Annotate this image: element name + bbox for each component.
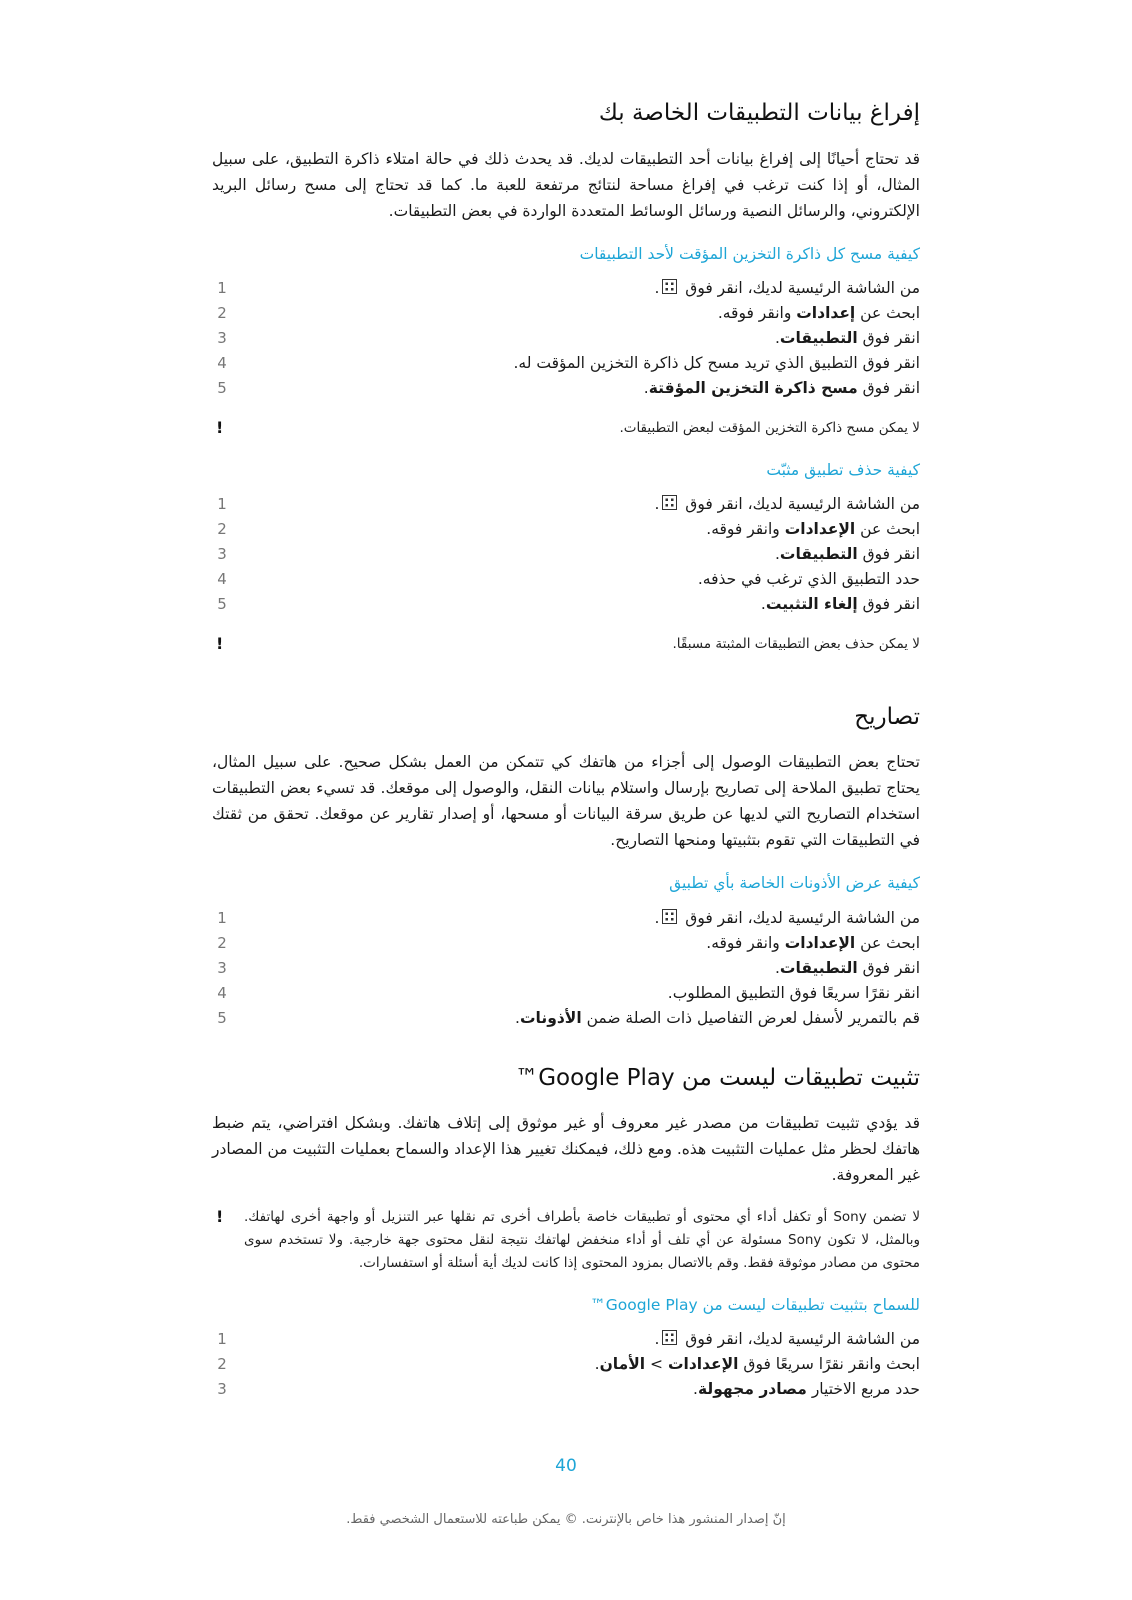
step-number: 3 — [217, 958, 227, 977]
step-text: انقر نقرًا سريعًا فوق التطبيق المطلوب. — [667, 983, 920, 1002]
note-text: لا يمكن مسح ذاكرة التخزين المؤقت لبعض التطبيقات. — [619, 419, 920, 436]
apps-grid-icon — [662, 1330, 677, 1345]
step-item — [212, 956, 920, 981]
step-text: قم بالتمرير لأسفل لعرض التفاصيل ذات الصلة ضمن الأذونات. — [515, 1008, 920, 1027]
step-item — [212, 592, 920, 617]
step-text: انقر فوق التطبيقات. — [774, 544, 920, 563]
subhead-delete-app: كيفية حذف تطبيق مثبّت — [766, 460, 920, 479]
step-number: 2 — [217, 933, 227, 952]
step-keyword: إلغاء التثبيت — [765, 594, 858, 613]
subhead-clear-cache: كيفية مسح كل ذاكرة التخزين المؤقت لأحد التطبيقات — [579, 244, 920, 263]
step-keyword: التطبيقات — [779, 544, 858, 563]
exclamation-icon: ! — [216, 1207, 224, 1227]
step-keyword: مصادر مجهولة — [697, 1380, 807, 1399]
step-keyword: التطبيقات — [779, 958, 858, 977]
step-text: انقر فوق التطبيقات. — [774, 328, 920, 347]
apps-grid-icon — [662, 909, 677, 924]
step-number: 2 — [217, 303, 227, 322]
step-item — [212, 517, 920, 542]
exclamation-icon: ! — [216, 417, 224, 437]
step-keyword: مسح ذاكرة التخزين المؤقتة — [648, 378, 858, 397]
page-number: 40 — [555, 1456, 577, 1476]
step-text: انقر فوق التطبيق الذي تريد مسح كل ذاكرة التخزين المؤقت له. — [513, 353, 920, 372]
footer-note: إنّ إصدار المنشور هذا خاص بالإنترنت. © يمكن طباعته للاستعمال الشخصي فقط. — [346, 1512, 786, 1527]
note-delete-app — [212, 633, 920, 656]
manual-page — [212, 100, 920, 1418]
steps-clear-cache — [212, 276, 920, 401]
step-item — [212, 1006, 920, 1031]
step-text: ابحث وانقر نقرًا سريعًا فوق الإعدادات > الأمان. — [594, 1355, 920, 1374]
step-text: حدد مربع الاختيار مصادر مجهولة. — [693, 1380, 920, 1399]
step-number: 2 — [217, 519, 227, 538]
step-item — [212, 376, 920, 401]
step-text: ابحث عن الإعدادات وانقر فوقه. — [706, 933, 920, 952]
step-item — [212, 326, 920, 351]
step-number: 3 — [217, 328, 227, 347]
section-title-clear-data: إفراغ بيانات التطبيقات الخاصة بك — [598, 100, 920, 126]
step-number: 5 — [217, 1008, 227, 1027]
step-keyword: الإعدادات — [784, 933, 856, 952]
step-item — [212, 351, 920, 376]
step-text: انقر فوق التطبيقات. — [774, 958, 920, 977]
step-text: من الشاشة الرئيسية لديك، انقر فوق . — [654, 908, 920, 927]
step-item — [212, 1352, 920, 1377]
step-text: من الشاشة الرئيسية لديك، انقر فوق . — [654, 278, 920, 297]
section-title-install: تثبيت تطبيقات ليست من Google Play™ — [515, 1064, 920, 1091]
exclamation-icon: ! — [216, 633, 224, 653]
step-number: 5 — [217, 378, 227, 397]
step-item — [212, 1377, 920, 1402]
step-text: ابحث عن الإعدادات وانقر فوقه. — [706, 519, 920, 538]
step-keyword: الأمان — [599, 1355, 646, 1374]
step-item — [212, 931, 920, 956]
step-keyword: إعدادات — [796, 303, 856, 322]
section-body-permissions: تحتاج بعض التطبيقات الوصول إلى أجزاء من هاتفك كي تتمكن من العمل بشكل صحيح. على سبيل المثال، يحتاج تطبيق الملاحة إلى تصاريح بإرسال واستلام بيانات النقل، والوصول إلى موقعك. قد تسيء بعض التطبيقات استخدام التصاريح التي لديها عن طريق سرقة البيانات أو مسحها، أو إصدار تقارير عن موقعك. تحقق من ثقتك في التطبيقات التي تقوم بتثبيتها ومنحها التصاريح. — [212, 753, 920, 850]
step-keyword: التطبيقات — [779, 328, 858, 347]
step-item — [212, 542, 920, 567]
apps-grid-icon — [662, 279, 677, 294]
step-item — [212, 276, 920, 301]
section-title-permissions: تصاريح — [854, 703, 920, 730]
step-number: 4 — [217, 983, 227, 1002]
step-number: 4 — [217, 353, 227, 372]
step-item — [212, 906, 920, 931]
step-text: انقر فوق إلغاء التثبيت. — [760, 594, 920, 613]
step-keyword: الإعدادات — [784, 519, 856, 538]
steps-view-permissions — [212, 906, 920, 1031]
apps-grid-icon — [662, 495, 677, 510]
step-number: 3 — [217, 544, 227, 563]
subhead-view-permissions: كيفية عرض الأذونات الخاصة بأي تطبيق — [669, 874, 920, 893]
step-text: حدد التطبيق الذي ترغب في حذفه. — [697, 569, 920, 588]
step-number: 3 — [217, 1380, 227, 1399]
step-number: 1 — [217, 1330, 227, 1349]
step-number: 2 — [217, 1355, 227, 1374]
step-text: انقر فوق مسح ذاكرة التخزين المؤقتة. — [643, 378, 920, 397]
note-text: لا يمكن حذف بعض التطبيقات المثبتة مسبقًا. — [672, 635, 920, 652]
step-number: 5 — [217, 594, 227, 613]
step-keyword: الأذونات — [519, 1008, 582, 1027]
subhead-allow-install: للسماح بتثبيت تطبيقات ليست من Google Play™ — [590, 1296, 920, 1315]
step-text: ابحث عن إعدادات وانقر فوقه. — [717, 303, 920, 322]
note-install — [212, 1206, 920, 1275]
steps-delete-app — [212, 492, 920, 617]
step-item — [212, 301, 920, 326]
step-text: من الشاشة الرئيسية لديك، انقر فوق . — [654, 494, 920, 513]
section-body-clear-data: قد تحتاج أحيانًا إلى إفراغ بيانات أحد التطبيقات لديك. قد يحدث ذلك في حالة امتلاء ذاكرة التطبيق، على سبيل المثال، أو إذا كنت ترغب في إفراغ مساحة لنتائج مرتفعة للعبة ما. كما قد تحتاج إلى مسح رسائل البريد الإلكتروني، والرسائل النصية ورسائل الوسائط المتعددة الواردة في بعض التطبيقات. — [212, 149, 920, 220]
step-item — [212, 567, 920, 592]
section-body-install: قد يؤدي تثبيت تطبيقات من مصدر غير معروف أو غير موثوق إلى إتلاف هاتفك. وبشكل افتراضي، يتم ضبط هاتفك لحظر مثل عمليات التثبيت هذه. ومع ذلك، فيمكنك تغيير هذا الإعداد والسماح بعمليات التثبيت من المصادر غير المعروفة. — [212, 1114, 920, 1185]
note-clear-cache — [212, 417, 920, 440]
steps-allow-install — [212, 1327, 920, 1402]
step-item — [212, 1327, 920, 1352]
step-number: 4 — [217, 569, 227, 588]
step-item — [212, 492, 920, 517]
step-number: 1 — [217, 494, 227, 513]
step-keyword: الإعدادات — [667, 1355, 739, 1374]
step-text: من الشاشة الرئيسية لديك، انقر فوق . — [654, 1330, 920, 1349]
step-item — [212, 981, 920, 1006]
note-text: لا تضمن Sony أو تكفل أداء أي محتوى أو تطبيقات خاصة بأطراف أخرى تم نقلها عبر التنزيل أو واجهة أخرى لهاتفك. وبالمثل، لا تكون Sony مسئولة عن أي تلف أو أداء منخفض لهاتفك نتيجة لنقل محتوى جهة خارجية. ولا تستخدم سوى محتوى من مصادر موثوقة فقط. وقم بالاتصال بمزود المحتوى إذا كانت لديك أية أسئلة أو استفسارات. — [244, 1209, 921, 1272]
step-number: 1 — [217, 908, 227, 927]
step-number: 1 — [217, 278, 227, 297]
